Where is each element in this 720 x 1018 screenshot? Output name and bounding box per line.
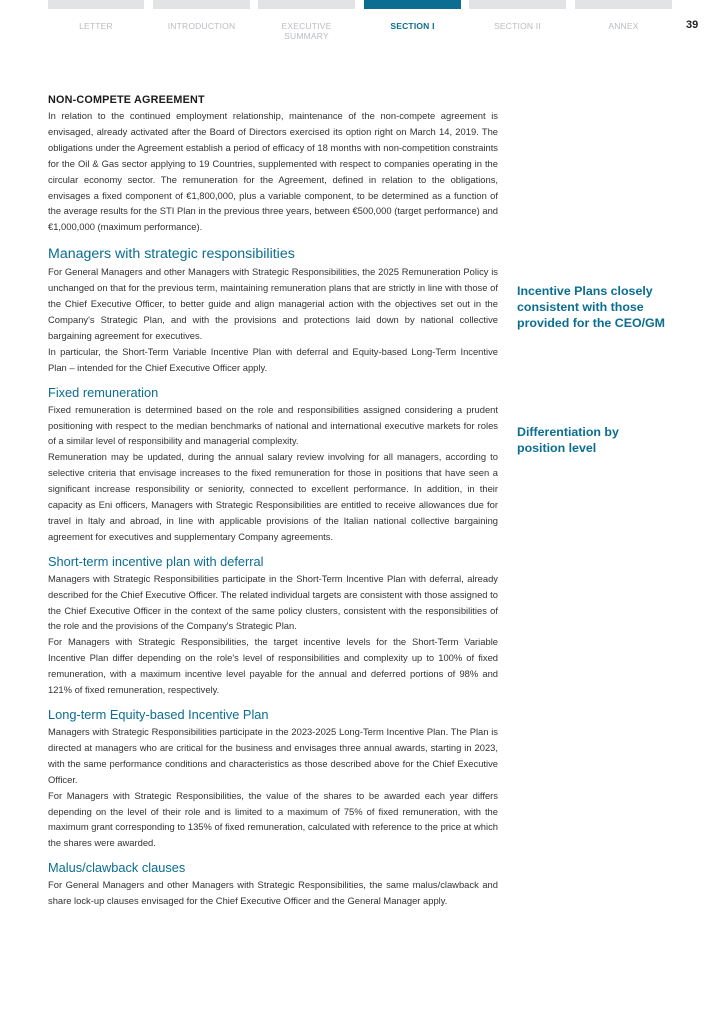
tab-annex[interactable]: ANNEX bbox=[575, 0, 672, 40]
malus-clawback-paragraph: For General Managers and other Managers with Strategic Responsibilities, the same malus/clawback and share lock-up clauses envisaged for the Chief Executive Officer and the General Manager apply. bbox=[48, 879, 498, 907]
lti-paragraph-1: Managers with Strategic Responsibilities participate in the 2023-2025 Long-Term Incentive Plan. The Plan is directed at managers who are critical for the business and envisages three annual awards, starting in 2023, with the same performance conditions and characteristics as those described above for the Chief Executive Officer. bbox=[48, 726, 498, 785]
page-number: 39 bbox=[686, 19, 699, 31]
sidebar-note-differentiation: Differentiation by position level bbox=[517, 425, 619, 456]
fixed-remuneration-paragraph-1: Fixed remuneration is determined based on the role and responsibilities assigned considering a prudent positioning with respect to the median benchmarks of national and international executive markets for roles of a similar level of responsibility and managerial complexity. bbox=[48, 403, 498, 447]
managers-paragraph-1: For General Managers and other Managers with Strategic Responsibilities, the 2025 Remuneration Policy is unchanged on that for the previous term, maintaining remuneration plans that are strictly in line with those of the Chief Executive Officer, to better guide and align managerial action with the objectives set out in the Company's Strategic Plan, and with the provisions and protections laid down by national collective bargaining agreement for executives. bbox=[48, 266, 498, 341]
noncompete-heading: NON-COMPETE AGREEMENT bbox=[48, 94, 205, 106]
section-navigation bbox=[0, 0, 720, 40]
tab-executive-summary[interactable]: EXECUTIVE SUMMARY bbox=[258, 0, 355, 40]
fixed-remuneration-paragraph-2: Remuneration may be updated, during the annual salary review involving for all managers, according to selective criteria that envisage increases to the fixed remuneration for those in positions that have seen a significant increase responsibility or seniority, connected to excellent performance. In addition, in their capacity as Eni officers, Managers with Strategic Responsibilities are entitled to receive allowances due for travel in Italy and abroad, in line with applicable provisions of the Italian national collective bargaining agreement for executives and supplementary Company agreements. bbox=[48, 451, 498, 542]
tab-letter[interactable]: LETTER bbox=[48, 0, 144, 40]
tab-introduction[interactable]: INTRODUCTION bbox=[153, 0, 250, 40]
tab-section-ii[interactable]: SECTION II bbox=[469, 0, 566, 40]
noncompete-body: In relation to the continued employment relationship, maintenance of the non-compete agreement is envisaged, already activated after the Board of Directors exercised its option right on March 14, 2019. The obligations under the Agreement establish a period of efficacy of 18 months with non-competition constraints for the Oil & Gas sector applying to 19 Countries, supplemented with respect to companies operating in the circular economy sector. The remuneration for the Agreement, defined in relation to the obligations, envisages a fixed component of €1,800,000, plus a variable component, to be determined as a function of the average results for the STI Plan in the previous three years, between €500,000 (target performance) and €1,000,000 (maximum performance). bbox=[48, 110, 498, 233]
lti-paragraph-2: For Managers with Strategic Responsibilities, the value of the shares to be awarded each year differs depending on the level of their role and is limited to a maximum of 75% of fixed remuneration, with the maximum grant corresponding to 135% of fixed remuneration, calculated with reference to the price at which the shares were awarded. bbox=[48, 789, 498, 849]
tab-section-i[interactable]: SECTION I bbox=[364, 0, 461, 40]
fixed-remuneration-heading: Fixed remuneration bbox=[48, 384, 159, 400]
managers-paragraph-2: In particular, the Short-Term Variable Incentive Plan with deferral and Equity-based Long-Term Incentive Plan – intended for the Chief Executive Officer apply. bbox=[48, 345, 498, 373]
sidebar-note-incentive-plans: Incentive Plans closely consistent with those provided for the CEO/GM bbox=[517, 284, 666, 331]
managers-heading: Managers with strategic responsibilities bbox=[48, 246, 295, 263]
lti-heading: Long-term Equity-based Incentive Plan bbox=[48, 707, 269, 722]
sti-paragraph-2: For Managers with Strategic Responsibilities, the target incentive levels for the Short-Term Variable Incentive Plan differ depending on the role's level of responsibilities and complexity up to 100% of fixed remuneration, with a maximum incentive level payable for the annual and deferred portions of 98% and 121% of fixed remuneration, respectively. bbox=[48, 636, 498, 696]
malus-clawback-heading: Malus/clawback clauses bbox=[48, 860, 186, 876]
sti-heading: Short-term incentive plan with deferral bbox=[48, 553, 264, 569]
main-text-column bbox=[48, 94, 498, 909]
sti-paragraph-1: Managers with Strategic Responsibilities participate in the Short-Term Incentive Plan with deferral, already described for the Chief Executive Officer. The related individual targets are consistent with those assigned to the Chief Executive Officer in the context of the same policy clusters, consistent with the responsibilities of the role and the provisions of the Company's Strategic Plan. bbox=[48, 572, 498, 632]
